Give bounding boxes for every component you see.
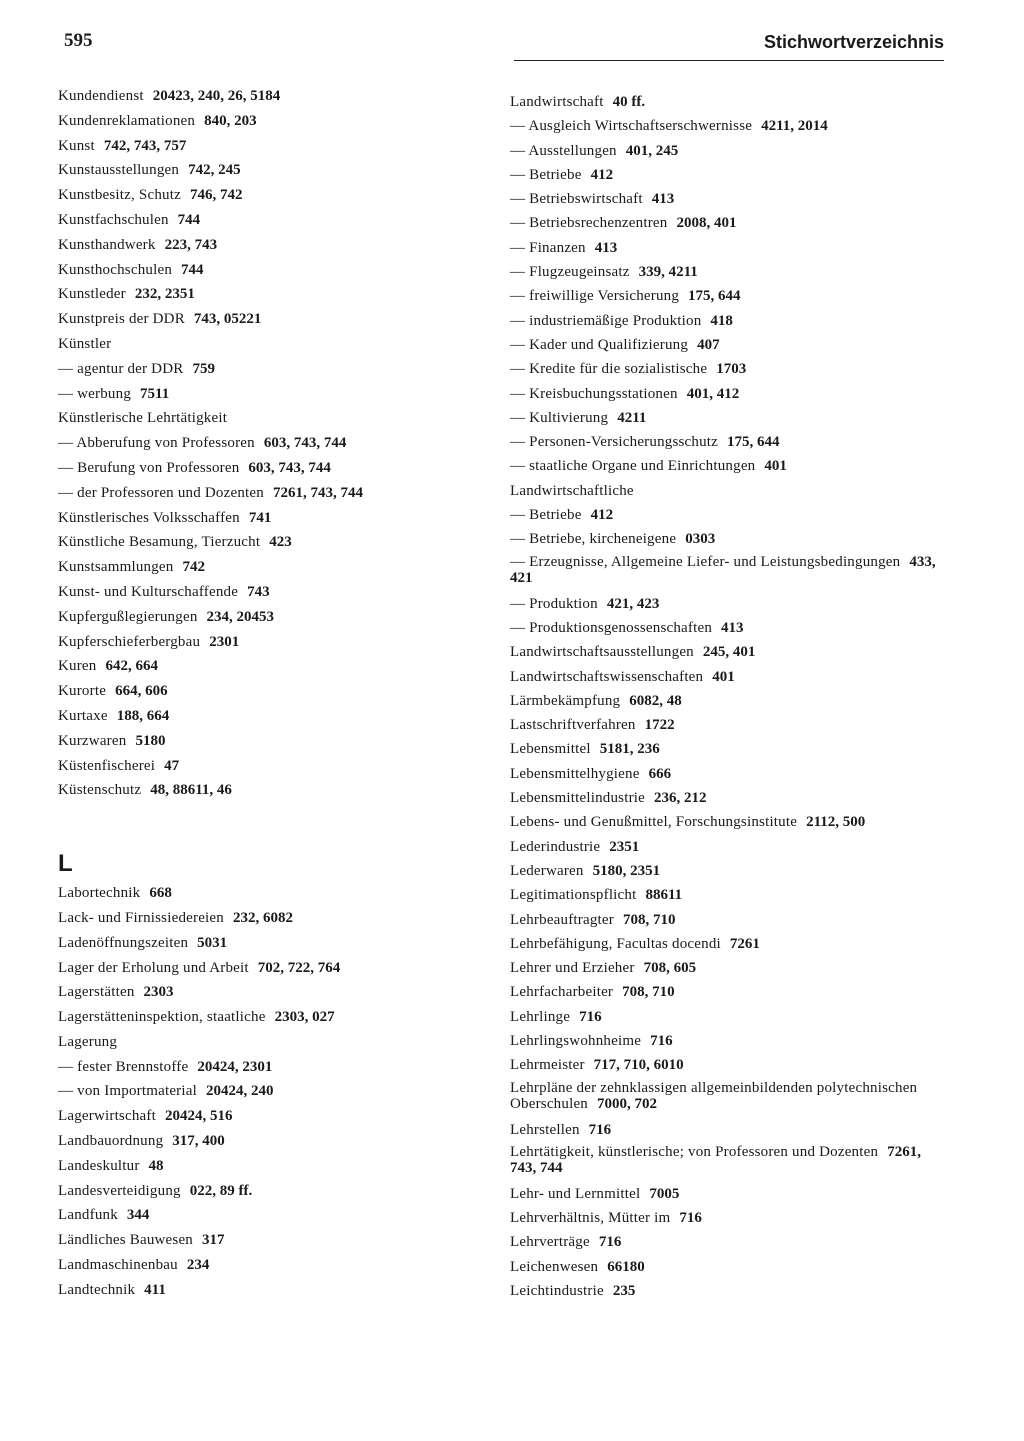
index-entry: [510, 665, 946, 689]
index-references: 742: [182, 559, 205, 576]
index-section-k: [58, 84, 458, 803]
index-term: Künstler: [58, 335, 112, 352]
index-entry: [510, 859, 946, 883]
index-entry: [510, 1279, 946, 1303]
index-entry: [510, 640, 946, 664]
index-term: Kupferschieferbergbau: [58, 633, 201, 650]
index-entry: [510, 737, 946, 761]
index-references: 4211: [617, 409, 647, 426]
index-entry: [510, 932, 946, 956]
index-term: Lehrlinge: [510, 1008, 571, 1025]
index-term: Lehrpläne der zehnklassigen allgemeinbildenden polytechnischen Oberschulen: [510, 1079, 918, 1113]
index-references: 666: [648, 765, 672, 782]
index-entry: [58, 307, 458, 332]
index-entry: [58, 881, 458, 906]
index-term: Kurorte: [58, 683, 107, 700]
index-term: Landwirtschaftsausstellungen: [510, 644, 694, 661]
index-references: 642, 664: [105, 658, 158, 675]
index-entry: [58, 332, 458, 357]
index-term: Kunstpreis der DDR: [58, 311, 185, 328]
index-references: 744: [181, 261, 204, 278]
index-entry: [58, 1030, 458, 1055]
index-entry: [510, 503, 946, 527]
index-term: — der Professoren und Dozenten: [58, 484, 264, 501]
index-references: 716: [679, 1210, 702, 1227]
index-entry: [58, 208, 458, 233]
index-references: 401, 245: [625, 142, 679, 159]
index-term: Küstenfischerei: [58, 757, 156, 774]
index-references: 47: [164, 757, 180, 774]
index-references: 603, 743, 744: [263, 435, 347, 452]
index-entry: [58, 109, 458, 134]
index-entry: [510, 1053, 946, 1077]
index-references: 433, 421: [510, 553, 936, 587]
index-term: Lebensmittelindustrie: [510, 790, 646, 807]
index-term: Legitimationspflicht: [510, 887, 637, 904]
index-entry: [510, 114, 946, 138]
index-references: 2303: [143, 984, 174, 1001]
index-term: Lehrbefähigung, Facultas docendi: [510, 935, 721, 952]
index-references: 411: [144, 1281, 166, 1298]
index-references: 2351: [609, 838, 640, 855]
index-references: 423: [269, 534, 292, 551]
index-term: Ländliches Bauwesen: [58, 1232, 194, 1249]
index-entry: [510, 527, 946, 551]
index-entry: [510, 284, 946, 308]
index-entry: [510, 1078, 946, 1118]
index-entry: [58, 630, 458, 655]
index-term: — industriemäßige Produktion: [510, 312, 702, 329]
index-references: 412: [590, 166, 614, 183]
index-term: Lehrverträge: [510, 1234, 590, 1251]
index-term: Kunstausstellungen: [58, 162, 180, 179]
index-term: Lederwaren: [510, 862, 584, 879]
index-entry: [58, 183, 458, 208]
index-entry: [58, 729, 458, 754]
index-entry: [58, 134, 458, 159]
index-references: 743, 05221: [193, 311, 262, 328]
index-term: Lager der Erholung und Arbeit: [58, 959, 249, 976]
index-term: — agentur der DDR: [58, 360, 184, 377]
index-entry: [510, 479, 946, 503]
index-references: 5031: [197, 934, 228, 951]
index-column-left: [58, 84, 458, 1303]
index-references: 717, 710, 6010: [593, 1057, 684, 1074]
index-term: — Kader und Qualifizierung: [510, 336, 689, 353]
index-term: — Ausstellungen: [510, 142, 617, 159]
index-references: 741: [248, 509, 272, 526]
index-references: 234: [186, 1257, 210, 1274]
index-term: — von Importmaterial: [58, 1083, 197, 1100]
index-entry: [58, 1228, 458, 1253]
index-references: 401, 412: [686, 385, 740, 402]
index-term: — Betriebe: [510, 166, 582, 183]
index-references: 7000, 702: [597, 1096, 658, 1113]
index-term: — Ausgleich Wirtschaftserschwernisse: [510, 118, 753, 135]
index-term: Lastschriftverfahren: [510, 717, 636, 734]
index-section-l-continued: [510, 90, 946, 1303]
index-term: Kunst: [58, 137, 95, 154]
index-entry: [510, 139, 946, 163]
index-column-right: [510, 90, 946, 1303]
index-entry: [510, 1206, 946, 1230]
index-entry: [58, 1278, 458, 1303]
index-term: — Betriebswirtschaft: [510, 191, 643, 208]
index-term: — Erzeugnisse, Allgemeine Liefer- und Leistungsbedingungen: [510, 553, 901, 570]
index-entry: [58, 1129, 458, 1154]
index-term: Lagerung: [58, 1033, 118, 1050]
index-references: 716: [598, 1234, 622, 1251]
index-references: 744: [177, 211, 201, 228]
index-entry: [58, 778, 458, 803]
index-references: 603, 743, 744: [248, 459, 331, 476]
index-references: 7261: [729, 935, 760, 952]
index-term: — Personen-Versicherungsschutz: [510, 434, 719, 451]
index-references: 7511: [140, 385, 170, 402]
index-entry: [510, 1005, 946, 1029]
index-term: — Berufung von Professoren: [58, 459, 240, 476]
index-references: 6082, 48: [629, 692, 682, 709]
index-entry: [510, 382, 946, 406]
index-term: Lärmbekämpfung: [510, 692, 621, 709]
index-term: Landmaschinenbau: [58, 1257, 178, 1274]
index-term: — fester Brennstoffe: [58, 1058, 189, 1075]
index-term: Künstlerisches Volksschaffen: [58, 509, 240, 526]
index-references: 840, 203: [204, 112, 257, 129]
index-term: Lebens- und Genußmittel, Forschungsinstitute: [510, 814, 798, 831]
index-references: 7005: [649, 1185, 680, 1202]
running-head: Stichwortverzeichnis: [763, 32, 944, 52]
index-term: Kunst- und Kulturschaffende: [58, 583, 239, 600]
index-references: 48, 88611, 46: [150, 782, 232, 799]
index-term: Kurzwaren: [58, 732, 127, 749]
index-references: 0303: [685, 531, 716, 548]
index-entry: [510, 810, 946, 834]
index-references: 2112, 500: [806, 814, 866, 831]
index-references: 668: [149, 885, 172, 902]
index-entry: [58, 1154, 458, 1179]
index-term: — Flugzeugeinsatz: [510, 264, 630, 281]
index-entry: [510, 187, 946, 211]
header-rule: [514, 60, 944, 61]
index-references: 344: [126, 1207, 150, 1224]
index-term: Leichtindustrie: [510, 1283, 604, 1300]
index-term: Lehrer und Erzieher: [510, 960, 635, 977]
index-term: Kupfergußlegierungen: [58, 608, 198, 625]
index-term: Leichenwesen: [510, 1258, 599, 1275]
index-entry: [58, 84, 458, 109]
index-entry: [58, 605, 458, 630]
index-term: Lebensmittelhygiene: [510, 765, 640, 782]
index-entry: [58, 158, 458, 183]
index-section-l: [58, 881, 458, 1303]
index-entry: [510, 689, 946, 713]
index-references: 022, 89 ff.: [189, 1182, 253, 1199]
index-references: 232, 6082: [232, 909, 293, 926]
index-references: 317, 400: [172, 1133, 225, 1150]
index-references: 742, 245: [188, 162, 241, 179]
index-term: Kunstbesitz, Schutz: [58, 187, 181, 204]
index-term: Lehrlingswohnheime: [510, 1032, 642, 1049]
index-term: Lack- und Firnissiedereien: [58, 909, 224, 926]
index-entry: [510, 713, 946, 737]
index-term: — Betriebe, kircheneigene: [510, 531, 677, 548]
index-entry: [58, 530, 458, 555]
index-entry: [58, 906, 458, 931]
index-term: Kuren: [58, 658, 97, 675]
index-entry: [510, 762, 946, 786]
index-entry: [510, 90, 946, 114]
index-term: Kundendienst: [58, 88, 144, 104]
index-term: Kunsthandwerk: [58, 236, 156, 253]
index-entry: [58, 654, 458, 679]
index-term: Kunstleder: [58, 286, 126, 303]
index-references: 716: [588, 1121, 612, 1138]
index-entry: [510, 786, 946, 810]
index-references: 759: [192, 360, 215, 377]
index-entry: [510, 260, 946, 284]
index-entry: [510, 592, 946, 616]
index-references: 664, 606: [115, 683, 168, 700]
index-entry: [58, 233, 458, 258]
index-references: 418: [710, 312, 733, 329]
index-entry: [58, 282, 458, 307]
index-entry: [510, 1255, 946, 1279]
index-entry: [58, 704, 458, 729]
index-entry: [58, 456, 458, 481]
index-entry: [510, 1230, 946, 1254]
index-entry: [58, 1104, 458, 1129]
index-entry: [58, 382, 458, 407]
index-entry: [58, 481, 458, 506]
index-term: Landwirtschaftliche: [510, 482, 634, 499]
index-term: Lehrstellen: [510, 1121, 580, 1138]
index-term: Labortechnik: [58, 885, 141, 902]
index-entry: [58, 1005, 458, 1030]
index-references: 7261, 743, 744: [510, 1143, 921, 1177]
index-references: 175, 644: [727, 434, 780, 451]
index-entry: [510, 1029, 946, 1053]
index-entry: [510, 454, 946, 478]
index-references: 4211, 2014: [761, 118, 828, 135]
index-term: Kunsthochschulen: [58, 261, 173, 278]
index-entry: [510, 309, 946, 333]
index-references: 245, 401: [702, 644, 756, 661]
index-term: — Finanzen: [510, 239, 586, 256]
index-entry: [58, 406, 458, 431]
index-entry: [510, 956, 946, 980]
index-term: — werbung: [58, 385, 132, 402]
index-term: Lehr- und Lernmittel: [510, 1185, 641, 1202]
index-references: 716: [579, 1008, 602, 1025]
index-term: Landtechnik: [58, 1281, 136, 1298]
index-references: 716: [650, 1032, 673, 1049]
index-entry: [58, 258, 458, 283]
index-references: 407: [697, 336, 720, 353]
index-references: 2008, 401: [676, 215, 737, 232]
index-term: Kunstsammlungen: [58, 559, 174, 576]
index-entry: [58, 1203, 458, 1228]
index-entry: [510, 883, 946, 907]
index-references: 66180: [607, 1258, 645, 1275]
index-entry: [58, 754, 458, 779]
index-references: 708, 710: [622, 911, 676, 928]
index-references: 708, 605: [643, 960, 697, 977]
index-entry: [510, 1182, 946, 1206]
index-term: — freiwillige Versicherung: [510, 288, 680, 305]
index-term: Künstlerische Lehrtätigkeit: [58, 410, 228, 427]
index-entry: [58, 980, 458, 1005]
index-term: Landfunk: [58, 1207, 118, 1224]
index-entry: [510, 406, 946, 430]
index-entry: [510, 835, 946, 859]
index-entry: [58, 1179, 458, 1204]
index-term: — Produktion: [510, 595, 598, 612]
index-references: 20424, 2301: [197, 1058, 273, 1075]
index-references: 2303, 027: [274, 1009, 335, 1026]
index-references: 236, 212: [654, 790, 707, 807]
index-references: 7261, 743, 744: [272, 484, 363, 501]
index-references: 1703: [716, 361, 747, 378]
index-entry: [510, 616, 946, 640]
index-term: Lebensmittel: [510, 741, 591, 758]
index-references: 48: [148, 1157, 164, 1174]
index-term: Lehrtätigkeit, künstlerische; von Professoren und Dozenten: [510, 1143, 879, 1160]
index-references: 234, 20453: [206, 608, 275, 625]
index-references: 743: [247, 583, 270, 600]
index-term: — Kredite für die sozialistische: [510, 361, 708, 378]
index-term: Küstenschutz: [58, 782, 142, 799]
index-entry: [58, 931, 458, 956]
index-term: Lagerstätteninspektion, staatliche: [58, 1009, 266, 1026]
index-references: 5180: [135, 732, 166, 749]
index-references: 5180, 2351: [592, 862, 661, 879]
index-references: 702, 722, 764: [257, 959, 341, 976]
index-entry: [58, 357, 458, 382]
index-entry: [510, 1142, 946, 1182]
index-term: — Betriebe: [510, 507, 582, 524]
index-entry: [58, 1055, 458, 1080]
index-term: Künstliche Besamung, Tierzucht: [58, 534, 261, 551]
index-references: 413: [651, 191, 675, 208]
index-entry: [510, 163, 946, 187]
index-term: — Kultivierung: [510, 409, 609, 426]
index-term: Kurtaxe: [58, 707, 108, 724]
index-entry: [58, 1079, 458, 1104]
index-references: 742, 743, 757: [103, 137, 187, 154]
index-term: Landwirtschaft: [510, 94, 604, 110]
index-entry: [58, 506, 458, 531]
index-references: 88611: [645, 887, 683, 904]
index-entry: [510, 1118, 946, 1142]
index-term: — staatliche Organe und Einrichtungen: [510, 458, 756, 475]
index-references: 1722: [644, 717, 675, 734]
index-entry: [510, 908, 946, 932]
index-references: 20424, 516: [164, 1108, 233, 1125]
index-references: 746, 742: [189, 187, 243, 204]
index-references: 708, 710: [622, 984, 675, 1001]
index-term: — Kreisbuchungsstationen: [510, 385, 678, 402]
index-entry: [510, 430, 946, 454]
index-entry: [58, 956, 458, 981]
index-references: 20423, 240, 26, 5184: [152, 88, 281, 104]
index-references: 2301: [209, 633, 240, 650]
index-entry: [58, 555, 458, 580]
index-entry: [510, 980, 946, 1004]
index-references: 421, 423: [606, 595, 660, 612]
index-entry: [510, 333, 946, 357]
index-term: Landesverteidigung: [58, 1182, 181, 1199]
index-term: Landwirtschaftswissenschaften: [510, 668, 704, 685]
index-term: — Produktionsgenossenschaften: [510, 619, 713, 636]
index-references: 413: [594, 239, 618, 256]
index-term: Lagerstätten: [58, 984, 135, 1001]
index-references: 339, 4211: [638, 264, 698, 281]
index-references: 232, 2351: [134, 286, 195, 303]
index-references: 5181, 236: [599, 741, 660, 758]
index-entry: [58, 1253, 458, 1278]
index-term: — Betriebsrechenzentren: [510, 215, 668, 232]
index-term: Kunstfachschulen: [58, 211, 169, 228]
index-entry: [58, 679, 458, 704]
index-references: 412: [590, 507, 614, 524]
index-references: 40 ff.: [612, 94, 646, 110]
index-references: 188, 664: [116, 707, 170, 724]
index-term: Lederindustrie: [510, 838, 601, 855]
index-term: — Abberufung von Professoren: [58, 435, 255, 452]
index-term: Lehrbeauftragter: [510, 911, 614, 928]
index-references: 235: [612, 1283, 636, 1300]
page-number: 595: [64, 30, 93, 51]
index-references: 401: [712, 668, 735, 685]
index-entry: [510, 357, 946, 381]
index-term: Lehrfacharbeiter: [510, 984, 614, 1001]
index-term: Lagerwirtschaft: [58, 1108, 156, 1125]
index-entry: [58, 580, 458, 605]
index-term: Lehrmeister: [510, 1057, 585, 1074]
section-letter: L: [58, 850, 73, 878]
index-references: 401: [764, 458, 787, 475]
index-entry: [510, 211, 946, 235]
index-entry: [510, 552, 946, 592]
index-references: 317: [202, 1232, 225, 1249]
index-term: Lehrverhältnis, Mütter im: [510, 1210, 671, 1227]
index-references: 413: [721, 619, 744, 636]
index-entry: [510, 236, 946, 260]
index-term: Landeskultur: [58, 1157, 140, 1174]
index-term: Ladenöffnungszeiten: [58, 934, 189, 951]
index-references: 175, 644: [688, 288, 741, 305]
index-term: Kundenreklamationen: [58, 112, 196, 129]
index-term: Landbauordnung: [58, 1133, 164, 1150]
index-references: 223, 743: [164, 236, 218, 253]
index-entry: [58, 431, 458, 456]
index-references: 20424, 240: [205, 1083, 274, 1100]
